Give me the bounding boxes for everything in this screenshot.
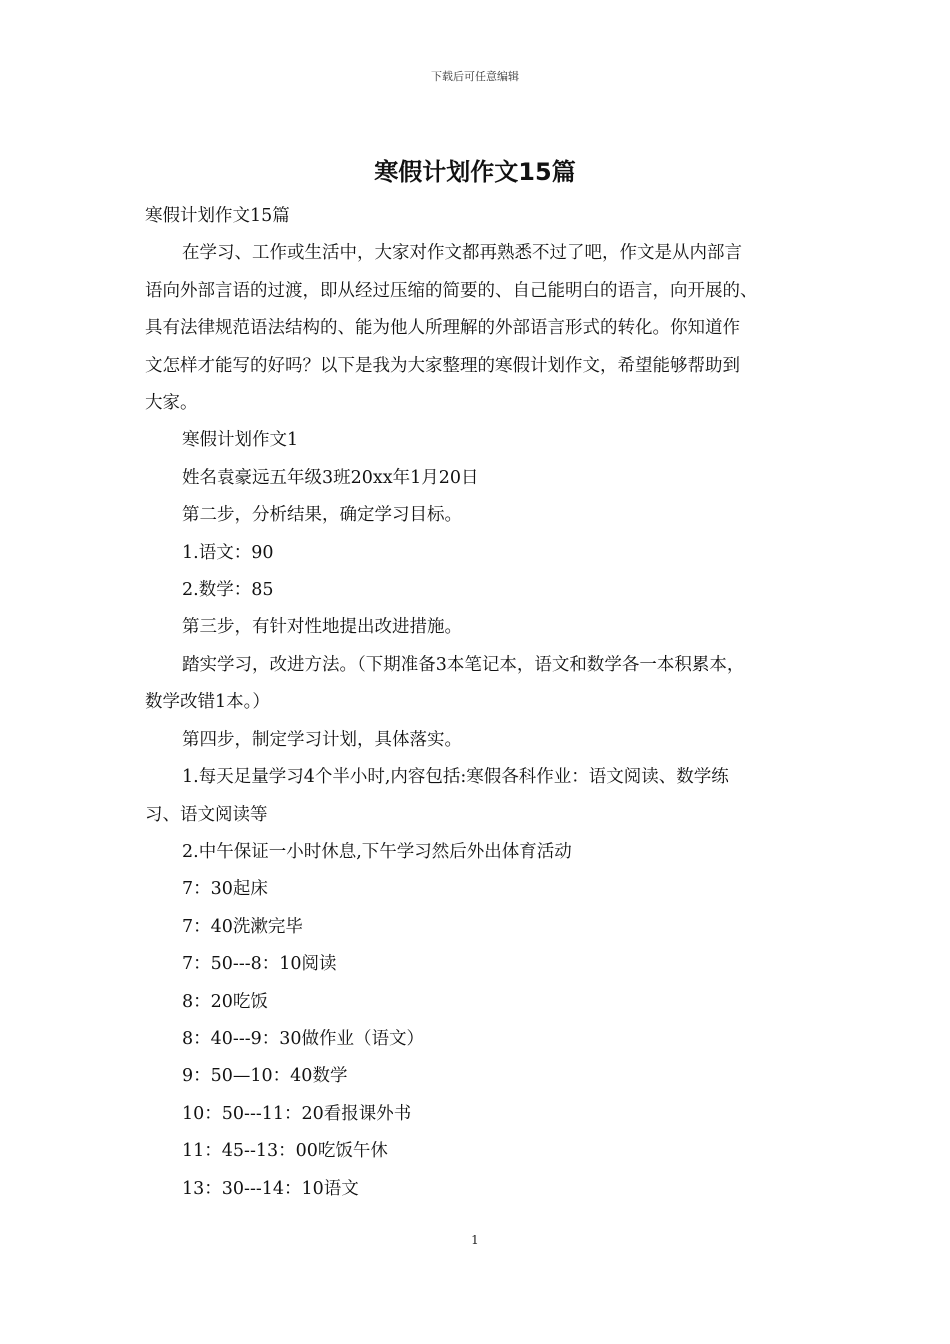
schedule-item: 9：50—10：40数学 xyxy=(182,1066,348,1087)
intro-line-3: 具有法律规范语法结构的、能为他人所理解的外部语言形式的转化。你知道作 xyxy=(145,318,740,339)
document-body xyxy=(145,198,817,1208)
goal-chinese: 1.语文：90 xyxy=(182,542,274,563)
step-3: 第三步，有针对性地提出改进措施。 xyxy=(182,617,462,638)
page-number: 1 xyxy=(471,1233,479,1247)
schedule-item: 7：50---8：10阅读 xyxy=(182,954,337,975)
intro-line-1: 在学习、工作或生活中，大家对作文都再熟悉不过了吧，作文是从内部言 xyxy=(182,243,742,264)
schedule-item: 8：40---9：30做作业（语文） xyxy=(182,1028,425,1049)
document-title: 寒假计划作文15篇 xyxy=(374,158,576,186)
document-subtitle: 寒假计划作文15篇 xyxy=(145,206,290,226)
intro-line-2: 语向外部言语的过渡，即从经过压缩的简要的、自己能明白的语言，向开展的、 xyxy=(145,280,758,301)
plan-2: 2.中午保证一小时休息,下午学习然后外出体育活动 xyxy=(182,841,572,862)
step-2: 第二步，分析结果，确定学习目标。 xyxy=(182,505,462,526)
measure-line-1: 踏实学习，改进方法。（下期准备3本笔记本，语文和数学各一本积累本， xyxy=(182,654,745,675)
schedule-item: 7：40洗漱完毕 xyxy=(182,916,303,937)
intro-line-4: 文怎样才能写的好吗？以下是我为大家整理的寒假计划作文，希望能够帮助到 xyxy=(145,355,740,376)
essay-heading: 寒假计划作文1 xyxy=(182,430,299,451)
plan-1-line-2: 习、语文阅读等 xyxy=(145,804,268,825)
schedule-item: 11：45--13：00吃饭午休 xyxy=(182,1141,388,1162)
schedule-item: 10：50---11：20看报课外书 xyxy=(182,1103,412,1124)
intro-line-5: 大家。 xyxy=(145,393,198,414)
step-4: 第四步，制定学习计划，具体落实。 xyxy=(182,729,462,750)
goal-math: 2.数学：85 xyxy=(182,580,274,601)
plan-1-line-1: 1.每天足量学习4个半小时,内容包括:寒假各科作业：语文阅读、数学练 xyxy=(182,767,729,788)
schedule-item: 7：30起床 xyxy=(182,879,268,900)
schedule-item: 13：30---14：10语文 xyxy=(182,1178,359,1199)
header-note: 下载后可任意编辑 xyxy=(431,70,519,83)
author-line: 姓名袁豪远五年级3班20xx年1月20日 xyxy=(182,467,479,488)
measure-line-2: 数学改错1本。） xyxy=(145,692,270,713)
schedule-item: 8：20吃饭 xyxy=(182,991,268,1012)
